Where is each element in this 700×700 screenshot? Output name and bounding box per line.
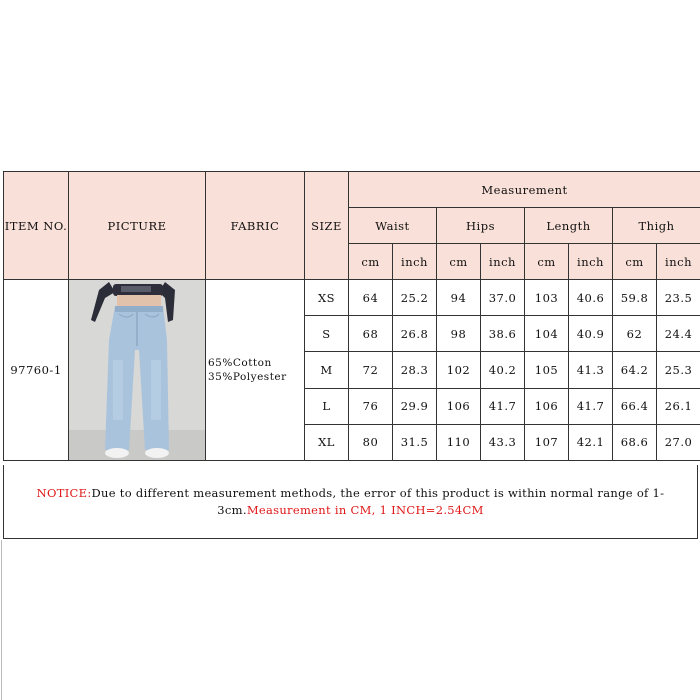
- value-cell: 66.4: [613, 388, 657, 424]
- value-cell: 43.3: [481, 424, 525, 460]
- unit-header: inch: [569, 244, 613, 280]
- size-label: XS: [305, 280, 349, 316]
- value-cell: 72: [349, 352, 393, 388]
- fabric-cotton: 65%Cotton: [208, 357, 272, 369]
- header-picture: PICTURE: [69, 172, 206, 280]
- value-cell: 80: [349, 424, 393, 460]
- value-cell: 98: [437, 316, 481, 352]
- header-size: SIZE: [305, 172, 349, 280]
- value-cell: 37.0: [481, 280, 525, 316]
- value-cell: 26.8: [393, 316, 437, 352]
- header-item-no: ITEM NO.: [4, 172, 69, 280]
- value-cell: 42.1: [569, 424, 613, 460]
- header-thigh: Thigh: [613, 208, 700, 244]
- value-cell: 23.5: [657, 280, 700, 316]
- value-cell: 40.6: [569, 280, 613, 316]
- unit-header: cm: [613, 244, 657, 280]
- value-cell: 24.4: [657, 316, 700, 352]
- value-cell: 104: [525, 316, 569, 352]
- notice-text: Due to different measurement methods, the error of this product is within normal range of 1-3cm.: [91, 486, 665, 517]
- value-cell: 68: [349, 316, 393, 352]
- value-cell: 102: [437, 352, 481, 388]
- unit-header: inch: [657, 244, 700, 280]
- notice-box: [3, 465, 698, 539]
- value-cell: 27.0: [657, 424, 700, 460]
- header-hips: Hips: [437, 208, 525, 244]
- unit-header: inch: [481, 244, 525, 280]
- unit-header: cm: [437, 244, 481, 280]
- value-cell: 25.3: [657, 352, 700, 388]
- value-cell: 38.6: [481, 316, 525, 352]
- item-number: 97760-1: [4, 280, 69, 461]
- value-cell: 106: [525, 388, 569, 424]
- value-cell: 64.2: [613, 352, 657, 388]
- value-cell: 68.6: [613, 424, 657, 460]
- page-edge-line: [1, 540, 2, 700]
- value-cell: 40.9: [569, 316, 613, 352]
- value-cell: 103: [525, 280, 569, 316]
- value-cell: 41.7: [569, 388, 613, 424]
- unit-header: cm: [349, 244, 393, 280]
- value-cell: 62: [613, 316, 657, 352]
- unit-header: cm: [525, 244, 569, 280]
- jeans-photo-icon: [69, 280, 205, 460]
- value-cell: 64: [349, 280, 393, 316]
- header-fabric: FABRIC: [206, 172, 305, 280]
- notice-highlight: Measurement in CM, 1 INCH=2.54CM: [246, 503, 484, 517]
- value-cell: 107: [525, 424, 569, 460]
- header-length: Length: [525, 208, 613, 244]
- notice-label: NOTICE:: [36, 486, 92, 500]
- value-cell: 94: [437, 280, 481, 316]
- value-cell: 105: [525, 352, 569, 388]
- unit-header: inch: [393, 244, 437, 280]
- value-cell: 25.2: [393, 280, 437, 316]
- table-row: [4, 280, 700, 316]
- size-label: S: [305, 316, 349, 352]
- product-picture-cell: [69, 280, 206, 461]
- header-waist: Waist: [349, 208, 437, 244]
- size-chart-table: [3, 171, 700, 461]
- value-cell: 26.1: [657, 388, 700, 424]
- size-label: L: [305, 388, 349, 424]
- value-cell: 40.2: [481, 352, 525, 388]
- value-cell: 110: [437, 424, 481, 460]
- value-cell: 76: [349, 388, 393, 424]
- value-cell: 59.8: [613, 280, 657, 316]
- value-cell: 41.3: [569, 352, 613, 388]
- value-cell: 31.5: [393, 424, 437, 460]
- size-label: XL: [305, 424, 349, 460]
- fabric-cell: [206, 280, 305, 461]
- size-chart: [3, 171, 700, 540]
- size-label: M: [305, 352, 349, 388]
- header-measurement: Measurement: [349, 172, 700, 208]
- fabric-polyester: 35%Polyester: [208, 371, 287, 383]
- value-cell: 29.9: [393, 388, 437, 424]
- value-cell: 28.3: [393, 352, 437, 388]
- value-cell: 41.7: [481, 388, 525, 424]
- value-cell: 106: [437, 388, 481, 424]
